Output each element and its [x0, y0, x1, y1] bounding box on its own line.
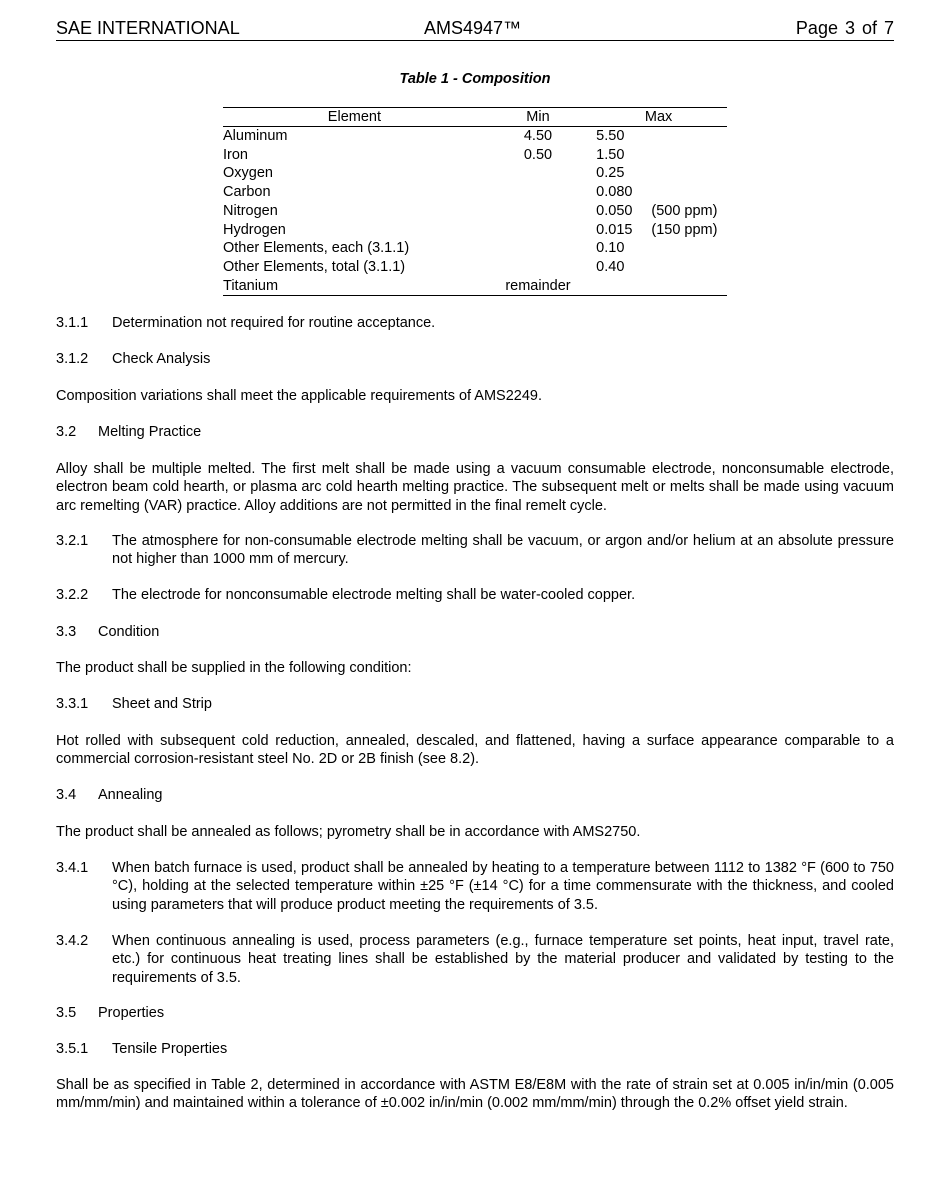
table-row: [223, 221, 727, 240]
header-page-number: Page 3 of 7: [795, 18, 894, 38]
cell-note: [651, 146, 727, 165]
cell-min: [486, 202, 590, 221]
section-text: When continuous annealing is used, process parameters (e.g., furnace temperature set points, heat input, travel rate, etc.) for continuous heat treating lines shall be established by the material producer and validated by testing to the requirements of 3.5.: [112, 933, 894, 986]
header-doc-id: AMS4947™: [424, 18, 522, 38]
cell-note: [651, 183, 727, 202]
col-header-max: Max: [590, 108, 727, 127]
cell-max: 0.40: [596, 258, 625, 275]
cell-min: 4.50: [523, 128, 553, 144]
cell-element: Hydrogen: [223, 221, 286, 238]
section-title: Properties: [98, 1005, 165, 1021]
table-header-row: [223, 108, 727, 127]
section-title: Sheet and Strip: [112, 696, 212, 712]
section-number: 3.1.2: [56, 351, 89, 367]
section-text: When batch furnace is used, product shall be annealed by heating to a temperature between 1112 to 1382 °F (600 to 750 °C), holding at the selected temperature within ±25 °F (±14 °C) for a time commensurate with the thickness, and cooled using parameters that will produce product meeting the requirements of 3.5.: [112, 860, 894, 913]
cell-min: [486, 221, 590, 240]
section-title: Condition: [98, 624, 160, 640]
table-row: [223, 127, 727, 146]
cell-max: 1.50: [596, 146, 625, 163]
cell-max: 5.50: [596, 128, 625, 144]
paragraph: Hot rolled with subsequent cold reduction, annealed, descaled, and flattened, having a surface appearance comparable to a commercial corrosion-resistant steel No. 2D or 2B finish (see 8.2).: [56, 733, 894, 768]
cell-min: 0.50: [523, 146, 553, 163]
cell-element: Aluminum: [223, 128, 288, 144]
section-number: 3.5: [56, 1005, 77, 1021]
section-number: 3.1.1: [56, 315, 89, 331]
section-number: 3.2.1: [56, 533, 89, 549]
cell-element: Carbon: [223, 184, 271, 201]
section-text: Determination not required for routine acceptance.: [112, 315, 436, 331]
table-row: [223, 258, 727, 277]
page-header: [56, 16, 894, 41]
cell-min: [486, 239, 590, 258]
col-header-element: Element: [223, 108, 486, 127]
cell-min: [486, 258, 590, 277]
section-number: 3.2.2: [56, 587, 89, 603]
section-title: Tensile Properties: [112, 1041, 228, 1057]
cell-note: [651, 164, 727, 183]
cell-note: (500 ppm): [651, 202, 718, 219]
cell-element: Other Elements, each (3.1.1): [223, 240, 410, 257]
table-row: [223, 202, 727, 221]
paragraph: Shall be as specified in Table 2, determined in accordance with ASTM E8/E8M with the rate of strain set at 0.005 in/in/min (0.005 mm/mm/min) and maintained within a tolerance of ±0.002 in/in/min (0.002 mm/mm/min) through the 0.2% offset yield strain.: [56, 1077, 894, 1112]
section-number: 3.2: [56, 424, 77, 440]
section-number: 3.4.2: [56, 933, 89, 949]
cell-note: [651, 277, 727, 296]
table-row: [223, 277, 727, 296]
col-header-min: Min: [486, 108, 590, 127]
cell-element: Titanium: [223, 277, 486, 296]
cell-note: [651, 239, 727, 258]
header-org: SAE INTERNATIONAL: [56, 18, 240, 38]
section-number: 3.4: [56, 787, 77, 803]
cell-min: remainder: [486, 277, 590, 296]
section-number: 3.3: [56, 624, 77, 640]
table-row: [223, 183, 727, 202]
document-page: [56, 0, 894, 1202]
paragraph: The product shall be annealed as follows; pyrometry shall be in accordance with AMS2750.: [56, 824, 641, 840]
cell-min: [486, 183, 590, 202]
section-title: Annealing: [98, 787, 163, 803]
cell-element: Other Elements, total (3.1.1): [223, 258, 406, 275]
cell-element: Oxygen: [223, 165, 273, 182]
cell-max: 0.10: [596, 240, 625, 257]
table-caption: Table 1 - Composition: [399, 71, 551, 87]
section-title: Check Analysis: [112, 351, 211, 367]
cell-max: [590, 277, 651, 296]
section-number: 3.5.1: [56, 1041, 89, 1057]
cell-note: [651, 258, 727, 277]
section-text: The electrode for nonconsumable electrode melting shall be water-cooled copper.: [112, 587, 636, 603]
cell-max: 0.050: [596, 202, 633, 219]
cell-element: Iron: [223, 146, 248, 163]
table-row: [223, 164, 727, 183]
composition-table: [223, 107, 727, 296]
section-number: 3.3.1: [56, 696, 89, 712]
paragraph: Composition variations shall meet the applicable requirements of AMS2249.: [56, 388, 543, 404]
cell-note: [651, 127, 727, 146]
cell-min: [486, 164, 590, 183]
section-number: 3.4.1: [56, 860, 89, 876]
cell-max: 0.25: [596, 165, 625, 182]
paragraph: Alloy shall be multiple melted. The first melt shall be made using a vacuum consumable electrode, nonconsumable electrode, electron beam cold hearth, or plasma arc cold hearth melting practice. The subsequent melt or melts shall be made using vacuum arc remelting (VAR) practice. Alloy additions are not permitted in the final remelt cycle.: [56, 461, 894, 514]
cell-element: Nitrogen: [223, 202, 278, 219]
table-row: [223, 146, 727, 165]
cell-max: 0.080: [596, 184, 633, 201]
section-text: The atmosphere for non-consumable electrode melting shall be vacuum, or argon and/or helium at an absolute pressure not higher than 1000 mm of mercury.: [112, 533, 894, 568]
table-row: [223, 239, 727, 258]
cell-note: (150 ppm): [651, 221, 718, 238]
cell-max: 0.015: [596, 221, 633, 238]
paragraph: The product shall be supplied in the following condition:: [56, 660, 412, 676]
section-title: Melting Practice: [98, 424, 202, 440]
